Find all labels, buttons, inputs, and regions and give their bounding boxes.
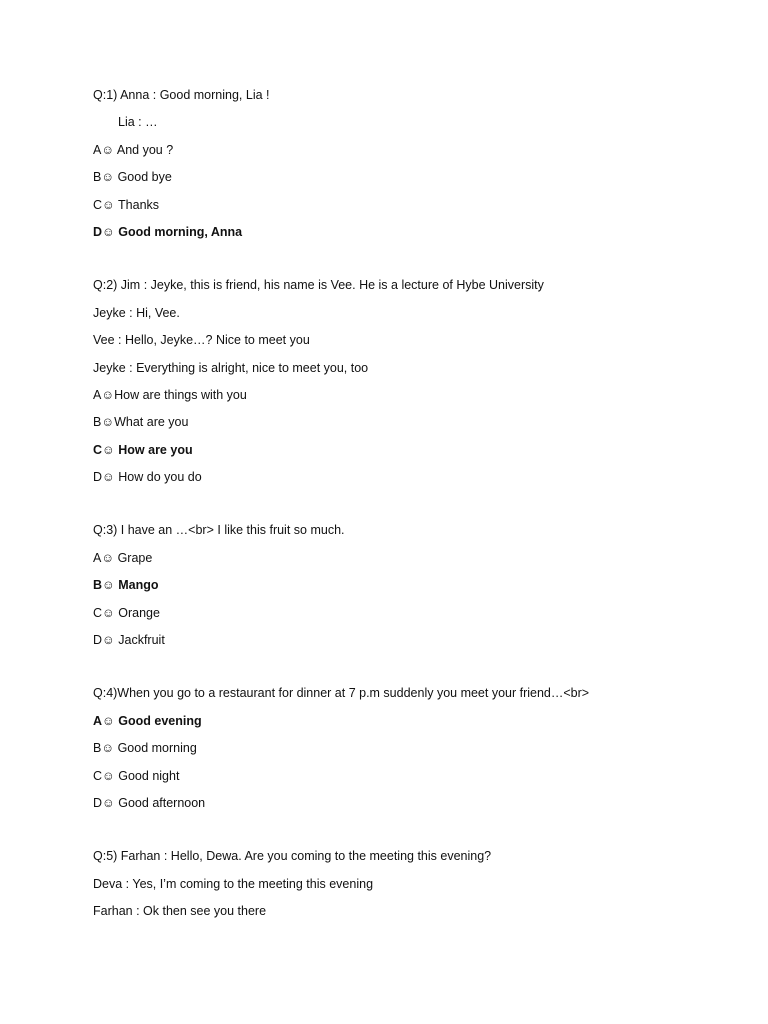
- option-d: D☺ Jackfruit: [93, 633, 165, 648]
- question-gap: [93, 249, 713, 275]
- dialogue-line: Jeyke : Hi, Vee.: [93, 305, 180, 320]
- option-b-answer: B☺ Mango: [93, 578, 159, 593]
- option-b: B☺ Good morning: [93, 741, 197, 756]
- question-2-prompt: Q:2) Jim : Jeyke, this is friend, his name is Vee. He is a lecture of Hybe University: [93, 278, 544, 293]
- option-c: C☺ Thanks: [93, 197, 160, 212]
- option-a: A☺How are things with you: [93, 387, 247, 402]
- dialogue-line: Deva : Yes, I’m coming to the meeting this evening: [93, 876, 374, 891]
- question-gap: [93, 494, 713, 520]
- option-d: D☺ How do you do: [93, 470, 202, 485]
- option-a: A☺ Grape: [93, 550, 153, 565]
- dialogue-line: Lia : …: [118, 115, 158, 130]
- option-a-answer: A☺ Good evening: [93, 713, 202, 728]
- option-c: C☺ Orange: [93, 605, 160, 620]
- quiz-content: [93, 85, 713, 929]
- option-c: C☺ Good night: [93, 768, 180, 783]
- option-c-answer: C☺ How are you: [93, 442, 193, 457]
- question-4-prompt: Q:4)When you go to a restaurant for dinner at 7 p.m suddenly you meet your friend…<br>: [93, 686, 590, 701]
- question-1: [93, 85, 713, 243]
- option-d: D☺ Good afternoon: [93, 795, 206, 810]
- option-a: A☺ And you ?: [93, 142, 174, 157]
- question-4: [93, 683, 713, 814]
- question-gap: [93, 820, 713, 846]
- question-3-prompt: Q:3) I have an …<br> I like this fruit so much.: [93, 523, 345, 538]
- dialogue-line: Farhan : Ok then see you there: [93, 904, 267, 919]
- question-2: [93, 275, 713, 488]
- question-3: [93, 520, 713, 651]
- dialogue-line: Jeyke : Everything is alright, nice to meet you, too: [93, 360, 369, 375]
- question-1-prompt: Q:1) Anna : Good morning, Lia !: [93, 88, 270, 102]
- question-5-prompt: Q:5) Farhan : Hello, Dewa. Are you coming to the meeting this evening?: [93, 849, 492, 864]
- option-d-answer: D☺ Good morning, Anna: [93, 224, 243, 239]
- question-gap: [93, 657, 713, 683]
- option-b: B☺ Good bye: [93, 170, 172, 185]
- question-5: [93, 846, 713, 922]
- option-b: B☺What are you: [93, 415, 189, 430]
- dialogue-line: Vee : Hello, Jeyke…? Nice to meet you: [93, 333, 310, 348]
